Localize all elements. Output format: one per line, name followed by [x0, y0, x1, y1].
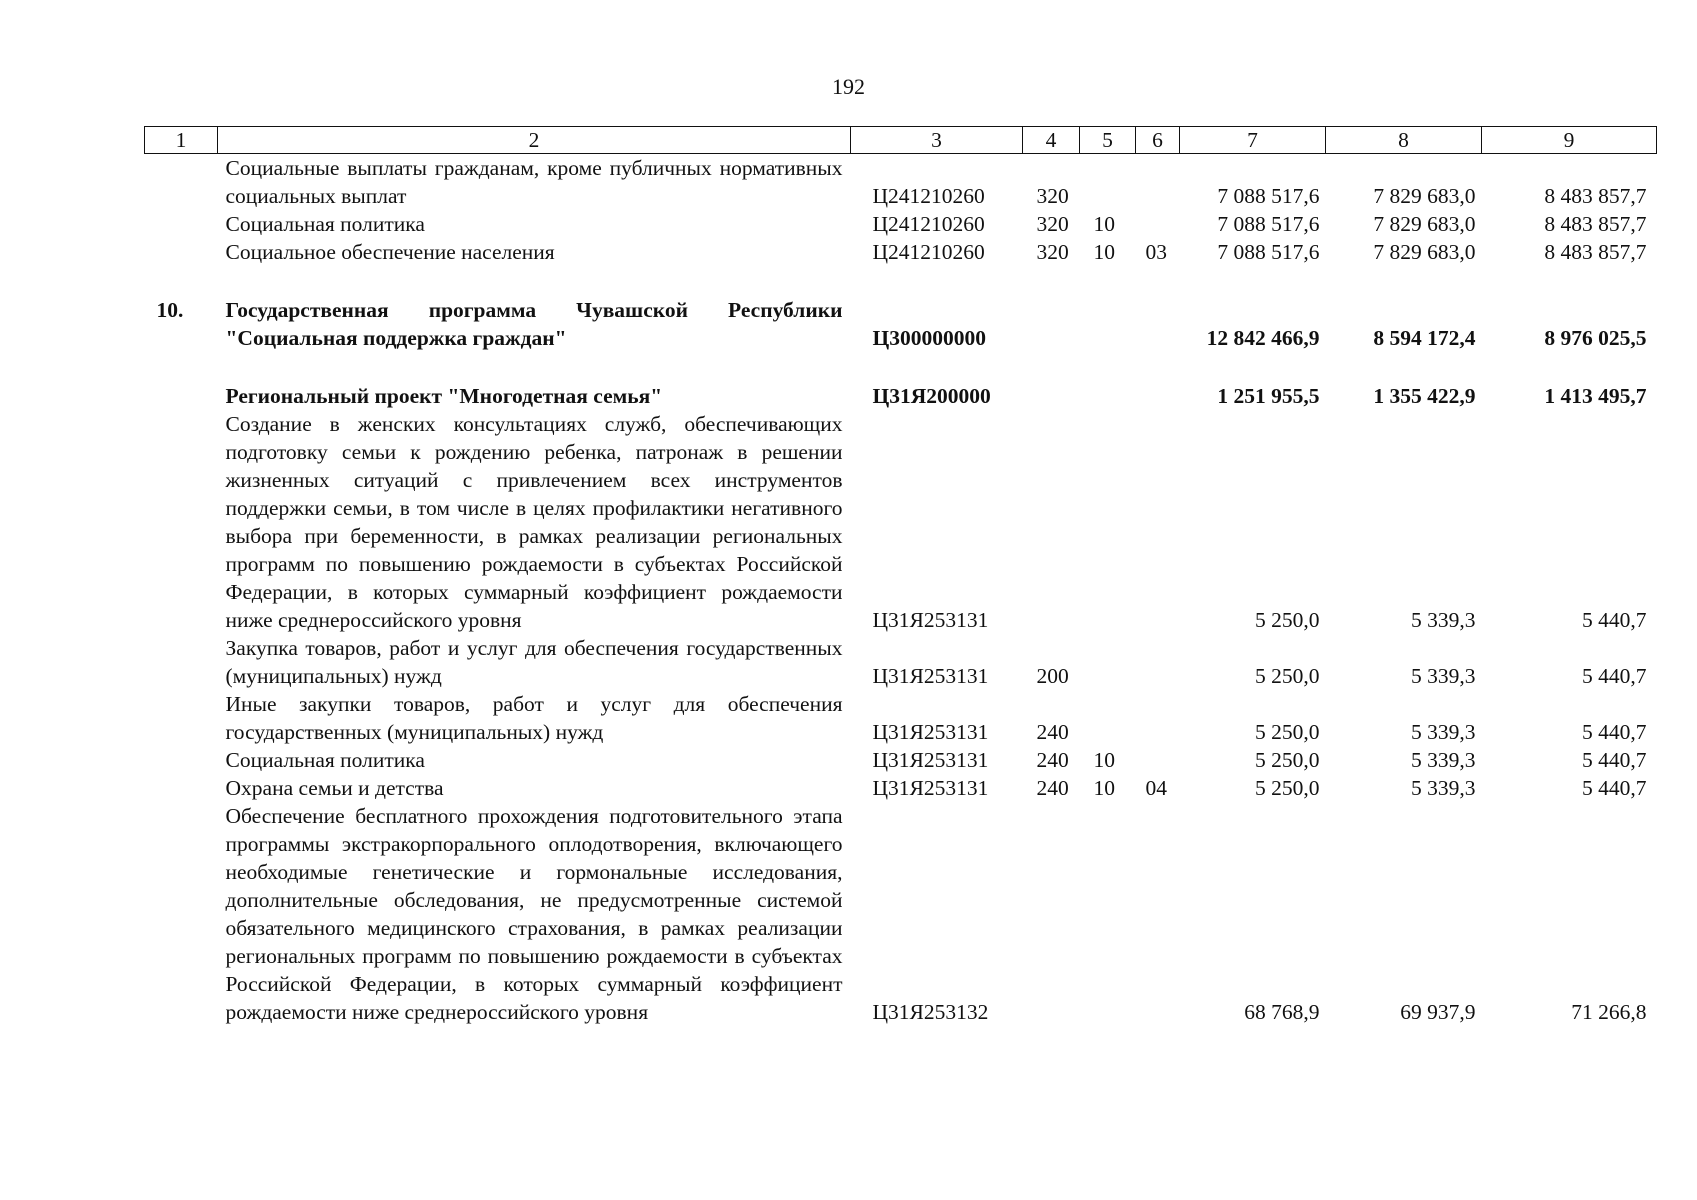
row-amount-3: 8 976 025,5 — [1544, 326, 1647, 350]
row-amount-2: 5 339,3 — [1411, 720, 1476, 744]
row-amount-1: 5 250,0 — [1255, 664, 1320, 688]
row-expense-type: 240 — [1036, 748, 1069, 772]
row-section — [1080, 382, 1136, 410]
row-amount-1: 5 250,0 — [1255, 608, 1320, 632]
row-code: Ц241210260 — [872, 212, 985, 236]
spacer-row — [145, 352, 1657, 382]
row-code: Ц31Я253132 — [872, 1000, 989, 1024]
column-header: 8 — [1326, 127, 1482, 154]
column-header: 2 — [218, 127, 851, 154]
row-number — [145, 210, 218, 238]
row-name: Социальная политика — [225, 212, 425, 236]
row-number — [145, 802, 218, 1026]
row-amount-3: 5 440,7 — [1582, 776, 1647, 800]
row-section: 10 — [1093, 776, 1115, 800]
row-amount-2: 7 829 683,0 — [1373, 240, 1476, 264]
row-amount-2: 5 339,3 — [1411, 608, 1476, 632]
row-subsection — [1136, 382, 1180, 410]
row-amount-1: 5 250,0 — [1255, 776, 1320, 800]
table-row — [145, 774, 1657, 802]
row-subsection: 03 — [1145, 240, 1167, 264]
row-code: Ц241210260 — [872, 240, 985, 264]
row-section: 10 — [1093, 240, 1115, 264]
page-number: 192 — [832, 74, 865, 99]
spacer-row — [145, 266, 1657, 296]
row-code: Ц31Я253131 — [872, 748, 989, 772]
row-number — [145, 154, 218, 211]
table-row — [145, 690, 1657, 746]
row-expense-type: 240 — [1036, 776, 1069, 800]
row-amount-3: 71 266,8 — [1571, 1000, 1647, 1024]
row-amount-2: 69 937,9 — [1400, 1000, 1476, 1024]
row-name: Социальные выплаты гражданам, кроме публичных нормативных социальных выплат — [225, 156, 843, 208]
row-name: Обеспечение бесплатного прохождения подготовительного этапа программы экстракорпорального оплодотворения, включающего необходимые генетические и гормональные исследования, дополнительные обследования, не предусмотренные системой обязательного медицинского страхования, в рамках реализации региональных программ по повышению рождаемости в субъектах Российской Федерации, в которых суммарный коэффициент рождаемости ниже среднероссийского уровня — [225, 804, 843, 1024]
row-number — [145, 774, 218, 802]
row-subsection — [1136, 296, 1180, 352]
spacer-cell — [145, 352, 1657, 382]
row-amount-1: 7 088 517,6 — [1217, 184, 1320, 208]
row-amount-3: 5 440,7 — [1582, 608, 1647, 632]
row-name: Государственная программа Чувашской Республики "Социальная поддержка граждан" — [225, 298, 843, 350]
column-header: 1 — [145, 127, 218, 154]
row-expense-type — [1023, 296, 1080, 352]
column-header: 4 — [1023, 127, 1080, 154]
row-number — [145, 382, 218, 410]
row-amount-3: 1 413 495,7 — [1544, 384, 1647, 408]
row-amount-2: 1 355 422,9 — [1373, 384, 1476, 408]
row-amount-2: 7 829 683,0 — [1373, 184, 1476, 208]
row-amount-3: 8 483 857,7 — [1544, 184, 1647, 208]
row-subsection — [1136, 690, 1180, 746]
row-code: Ц31Я253131 — [872, 664, 989, 688]
row-amount-3: 5 440,7 — [1582, 720, 1647, 744]
table-row — [145, 154, 1657, 211]
row-name: Социальное обеспечение населения — [225, 240, 555, 264]
column-header: 7 — [1180, 127, 1326, 154]
row-code: Ц31Я253131 — [872, 608, 989, 632]
row-name: Закупка товаров, работ и услуг для обеспечения государственных (муниципальных) нужд — [225, 636, 843, 688]
row-number — [145, 238, 218, 266]
row-name: Социальная политика — [225, 748, 425, 772]
row-section: 10 — [1093, 212, 1115, 236]
row-expense-type — [1023, 410, 1080, 634]
row-section — [1080, 634, 1136, 690]
row-name: Региональный проект "Многодетная семья" — [225, 384, 663, 408]
row-amount-2: 7 829 683,0 — [1373, 212, 1476, 236]
row-number — [145, 690, 218, 746]
row-amount-1: 1 251 955,5 — [1217, 384, 1320, 408]
row-amount-1: 5 250,0 — [1255, 720, 1320, 744]
row-amount-3: 5 440,7 — [1582, 748, 1647, 772]
row-section — [1080, 154, 1136, 211]
row-amount-2: 5 339,3 — [1411, 748, 1476, 772]
row-section — [1080, 296, 1136, 352]
table-body — [145, 154, 1657, 1027]
row-number: 10. — [156, 298, 184, 322]
row-subsection — [1136, 634, 1180, 690]
row-expense-type: 320 — [1036, 240, 1069, 264]
row-amount-1: 7 088 517,6 — [1217, 212, 1320, 236]
row-code: Ц31Я253131 — [872, 720, 989, 744]
row-section — [1080, 802, 1136, 1026]
row-expense-type: 240 — [1036, 720, 1069, 744]
row-name: Охрана семьи и детства — [225, 776, 444, 800]
table-row — [145, 382, 1657, 410]
row-code: Ц31Я253131 — [872, 776, 989, 800]
column-header: 3 — [851, 127, 1023, 154]
row-section: 10 — [1093, 748, 1115, 772]
row-name: Создание в женских консультациях служб, обеспечивающих подготовку семьи к рождению ребенка, патронаж в решении жизненных ситуаций с привлечением всех инструментов поддержки семьи, в том числе в целях профилактики негативного выбора при беременности, в рамках реализации региональных программ по повышению рождаемости в субъектах Российской Федерации, в которых суммарный коэффициент рождаемости ниже среднероссийского уровня — [225, 412, 843, 632]
row-code: Ц300000000 — [872, 326, 986, 350]
row-expense-type: 320 — [1036, 212, 1069, 236]
row-subsection — [1136, 410, 1180, 634]
table-row — [145, 296, 1657, 352]
row-amount-1: 12 842 466,9 — [1206, 326, 1320, 350]
row-amount-1: 68 768,9 — [1244, 1000, 1320, 1024]
row-amount-2: 8 594 172,4 — [1373, 326, 1476, 350]
row-expense-type — [1023, 382, 1080, 410]
row-expense-type — [1023, 802, 1080, 1026]
row-name: Иные закупки товаров, работ и услуг для обеспечения государственных (муниципальных) нужд — [225, 692, 843, 744]
row-amount-3: 8 483 857,7 — [1544, 240, 1647, 264]
row-subsection — [1136, 746, 1180, 774]
row-section — [1080, 410, 1136, 634]
column-header: 6 — [1136, 127, 1180, 154]
spacer-cell — [145, 266, 1657, 296]
row-expense-type: 320 — [1036, 184, 1069, 208]
row-number — [145, 634, 218, 690]
table-row — [145, 410, 1657, 634]
row-amount-2: 5 339,3 — [1411, 776, 1476, 800]
table-row — [145, 238, 1657, 266]
table-header — [145, 127, 1657, 154]
row-expense-type: 200 — [1036, 664, 1069, 688]
budget-table — [144, 126, 1657, 1026]
row-subsection: 04 — [1145, 776, 1167, 800]
row-amount-2: 5 339,3 — [1411, 664, 1476, 688]
row-amount-1: 7 088 517,6 — [1217, 240, 1320, 264]
row-number — [145, 746, 218, 774]
row-amount-1: 5 250,0 — [1255, 748, 1320, 772]
row-code: Ц241210260 — [872, 184, 985, 208]
column-header: 5 — [1080, 127, 1136, 154]
row-section — [1080, 690, 1136, 746]
table-row — [145, 210, 1657, 238]
row-code: Ц31Я200000 — [872, 384, 991, 408]
row-number — [145, 410, 218, 634]
column-header: 9 — [1482, 127, 1657, 154]
table-row — [145, 634, 1657, 690]
row-amount-3: 5 440,7 — [1582, 664, 1647, 688]
row-subsection — [1136, 802, 1180, 1026]
row-amount-3: 8 483 857,7 — [1544, 212, 1647, 236]
row-subsection — [1136, 210, 1180, 238]
table-row — [145, 746, 1657, 774]
row-subsection — [1136, 154, 1180, 211]
table-row — [145, 802, 1657, 1026]
